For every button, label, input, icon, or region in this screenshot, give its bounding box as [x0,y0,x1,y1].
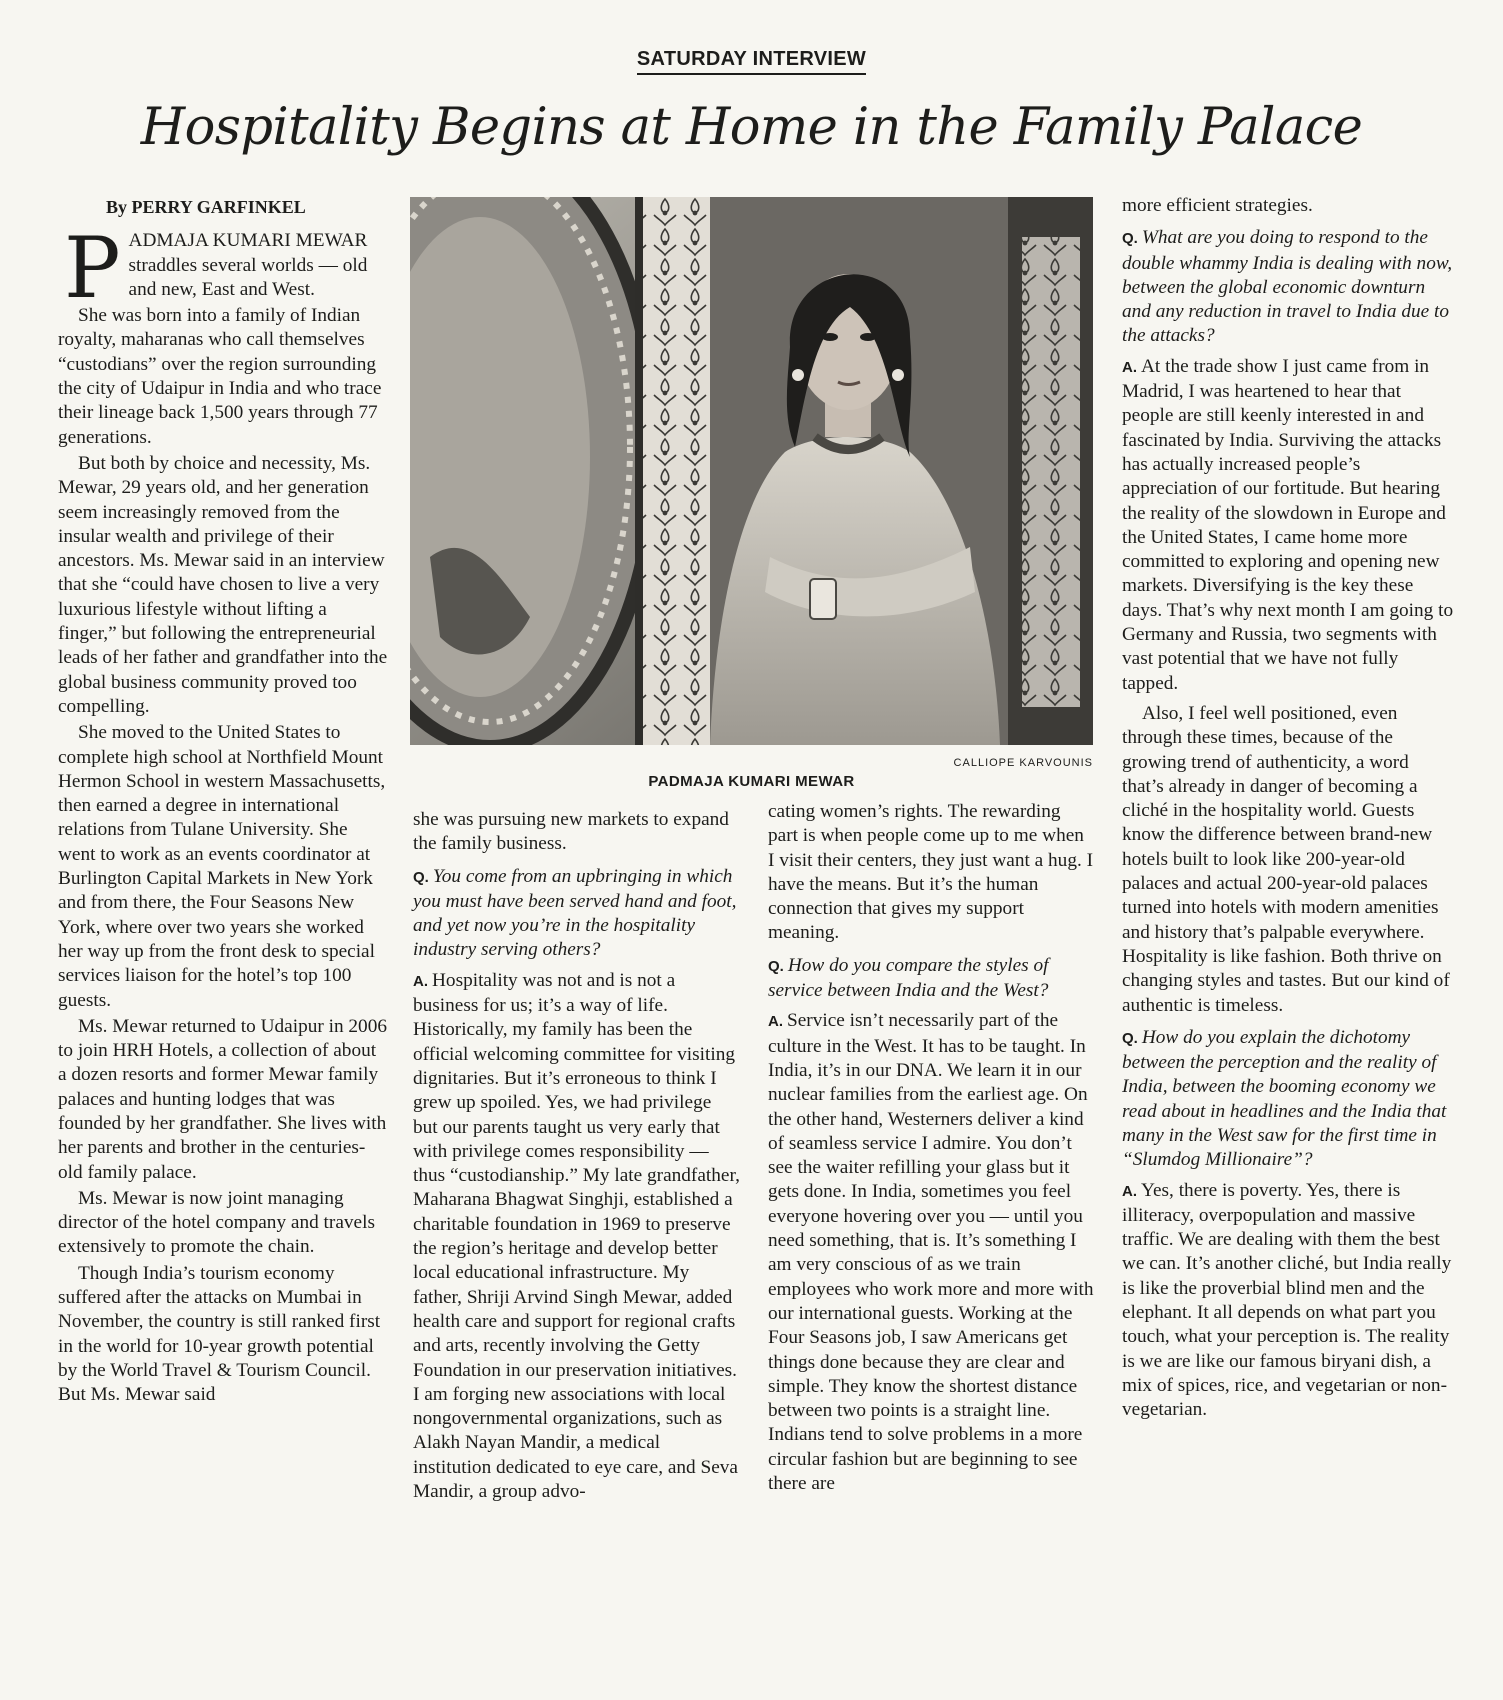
question-label: Q. [768,957,784,975]
question [768,954,1095,1004]
answer-text: Yes, there is poverty. Yes, there is illiteracy, overpopulation and massive traffic. We are dealing with them the best we can. It’s another cliché, but India really is like the proverbial blind men and the elephant. It all depends on what part you touch, what your perception is. The reality is we are like our famous biryani dish, a mix of spices, rice, and vegetarian or non-vegetarian. [1122,1179,1452,1421]
body-paragraph: she was pursuing new markets to expand the family business. [413,809,729,855]
lead-text: ADMAJA KUMARI MEWAR straddles several worlds — old and new, East and West. [128,230,368,300]
section-label: SATURDAY INTERVIEW [637,48,866,75]
photo-credit: CALLIOPE KARVOUNIS [953,757,1093,769]
body-paragraph: Ms. Mewar returned to Udaipur in 2006 to join HRH Hotels, a collection of about a dozen resorts and former Mewar family palaces and hunting lodges that was founded by her grandfather. She lives with her parents and brother in the centuries-old family palace. [58,1015,387,1183]
body-paragraph: cating women’s rights. The rewarding part is when people come up to me when I visit their centers, they just want a hug. I have the means. But it’s the human connection that gives my support meaning. [768,801,1094,944]
body-paragraph: Though India’s tourism economy suffered after the attacks on Mumbai in November, the country is still ranked first in the world for 10-year growth potential by the World Travel & Tourism Council. But Ms. Mewar said [58,1262,381,1406]
answer-label: A. [1122,1182,1137,1200]
article-column-2 [413,808,740,1510]
answer [413,969,740,1505]
article-column-4 [1122,194,1454,1429]
photo-caption: PADMAJA KUMARI MEWAR [648,773,855,790]
answer-label: A. [768,1013,783,1031]
question [1122,1026,1454,1173]
answer [1122,1179,1454,1423]
answer-label: A. [1122,358,1137,376]
answer-text: Hospitality was not and is not a business for us; it’s a way of life. Historically, my family has been the official welcoming committee for visiting dignitaries. But it’s erroneous to think I grew up spoiled. Yes, we had privilege but our parents taught us very early that with privilege comes responsibility — thus “custodianship.” My late grandfather, Maharana Bhagwat Singhji, established a charitable foundation in 1969 to preserve the region’s heritage and develop better local educational infrastructure. My father, Shriji Arvind Singh Mewar, added health care and support for regional crafts and arts, recently involving the Getty Foundation in our preservation initiatives. I am forging new associations with local nongovernmental organizations, such as Alakh Nayan Mandir, a medical institution dedicated to eye care, and Seva Mandir, a group advo- [413,969,740,1503]
portrait-illustration [410,197,1093,745]
drop-cap: P [64,219,121,318]
question-label: Q. [413,868,429,886]
question-text: How do you explain the dichotomy between the perception and the reality of India, between the booming economy we read about in headlines and the India that many in the West saw for the first time in “Slumdog Millionaire”? [1122,1026,1447,1171]
body-paragraph: more efficient strategies. [1122,195,1313,216]
answer-label: A. [413,972,428,990]
byline: By PERRY GARFINKEL [106,197,306,217]
answer [768,1009,1095,1496]
answer-text: At the trade show I just came from in Madrid, I was heartened to hear that people are still keenly interested in and fascinated by India. Surviving the attacks has actually increased people’s appreciation of our fortitude. But hearing the reality of the slowdown in Europe and the United States, I came home more committed to exploring and opening new markets. Diversifying is the key these days. That’s why next month I am going to Germany and Russia, two segments with vast potential that we have not fully tapped. [1122,355,1454,694]
body-paragraph: Ms. Mewar is now joint managing director of the hotel company and travels extensively to promote the chain. [58,1187,375,1258]
question-label: Q. [1122,230,1138,248]
lead-paragraph [58,219,388,318]
article-column-1 [58,195,388,1410]
section-kicker [0,48,1503,75]
answer-text: Service isn’t necessarily part of the culture in the West. It has to be taught. In India, it’s in our DNA. We learn it in our nuclear families from the earliest age. On the other hand, Westerners deliver a kind of seamless service I admire. You don’t see the waiter refilling your glass but it gets done. In India, sometimes you feel everyone hovering over you — until you need something, that is. It’s something I am very conscious of as we train employees who work more and more with our international guests. Working at the Four Seasons job, I saw Americans get things done because they are clear and simple. They know the shortest distance between two points is a straight line. Indians tend to solve problems in a more circular fashion but are beginning to see there are [768,1010,1094,1495]
body-paragraph: Also, I feel well positioned, even through these times, because of the growing trend of authenticity, a word that’s already in danger of becoming a cliché in the hospitality world. Guests know the difference between brand-new hotels built to look like 200-year-old palaces and actual 200-year-old palaces turned into hotels with modern amenities and history that’s palpable everywhere. Hospitality is like fashion. Both thrive on changing styles and tastes. But our kind of authentic is timeless. [1122,702,1450,1016]
article-column-3 [768,800,1095,1502]
question-text: You come from an upbringing in which you must have been served hand and foot, and yet now you’re in the hospitality industry serving others? [413,865,737,961]
question [1122,226,1454,348]
question-text: How do you compare the styles of service between India and the West? [768,954,1049,1002]
question [413,865,740,963]
question-label: Q. [1122,1029,1138,1047]
question-text: What are you doing to respond to the double whammy India is dealing with now, between the global economic downturn and any reduction in travel to India due to the attacks? [1122,227,1453,347]
portrait-photo [410,197,1093,745]
body-paragraph: She moved to the United States to complete high school at Northfield Mount Hermon School in western Massachusetts, then earned a degree in international relations from Tulane University. She went to work as an events coordinator at Burlington Capital Markets in New York and from there, the Four Seasons New York, where over two years she worked her way up from the front desk to special services liaison for the hotel’s top 100 guests. [58,722,386,1011]
answer [1122,355,1454,696]
body-paragraph: She was born into a family of Indian royalty, maharanas who call themselves “custodians” over the region surrounding the city of Udaipur in India and who trace their lineage back 1,500 years through 77 generations. [58,305,382,448]
headline: Hospitality Begins at Home in the Family Palace [140,98,1363,157]
body-paragraph: But both by choice and necessity, Ms. Mewar, 29 years old, and her generation seem increasingly removed from the insular wealth and privilege of their ancestors. Ms. Mewar said in an interview that she “could have chosen to live a very luxurious lifestyle without lifting a finger,” but following the entrepreneurial leads of her father and grandfather into the global business community proved too compelling. [58,452,388,717]
